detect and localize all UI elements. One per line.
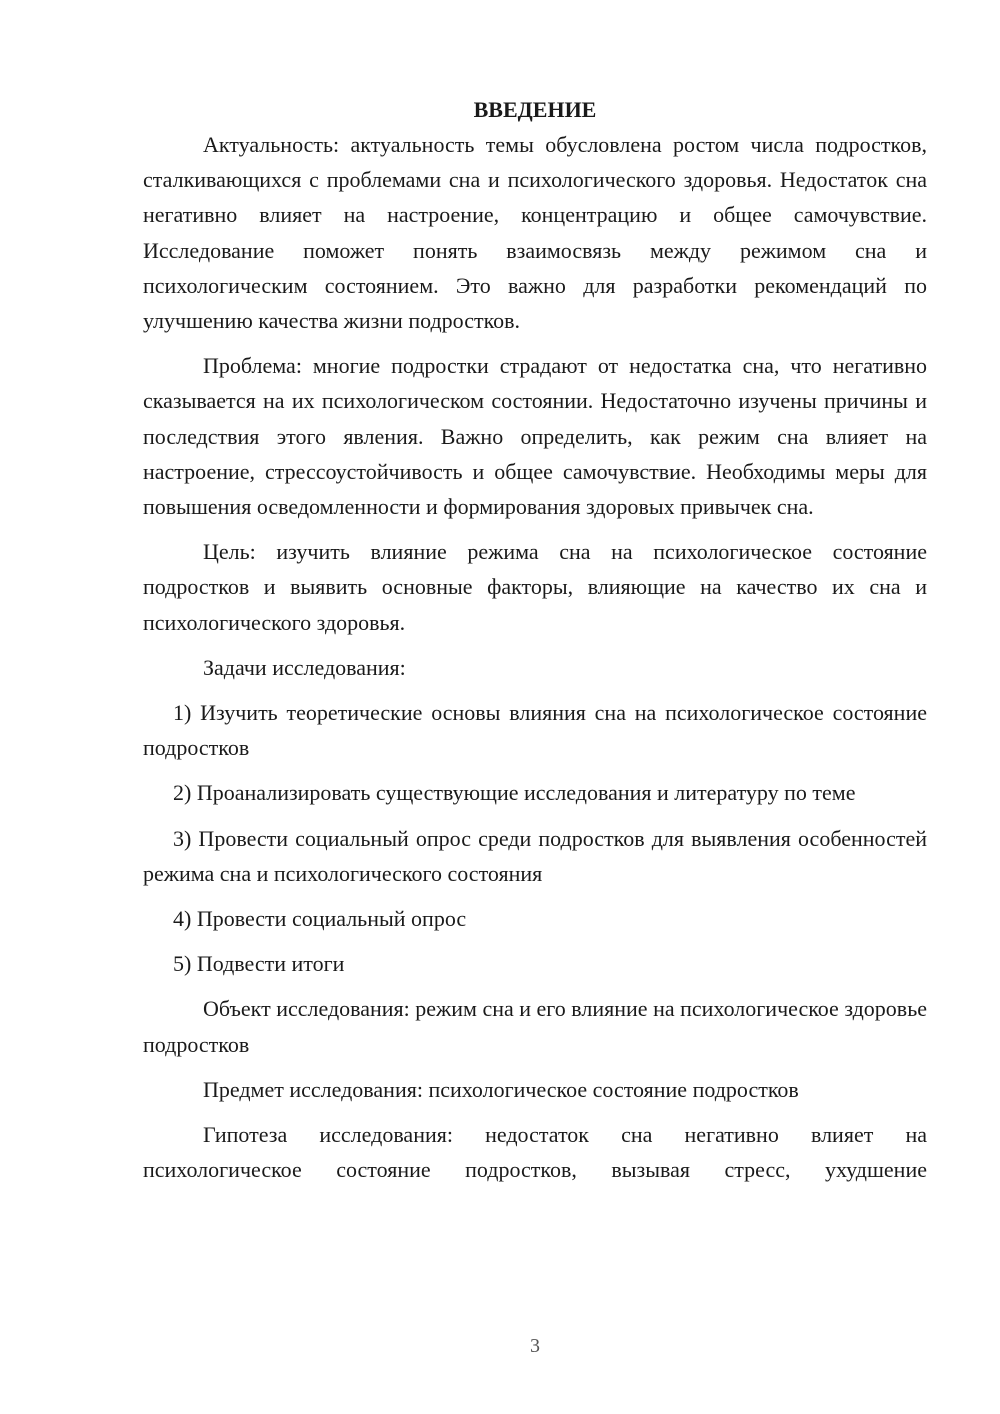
paragraph-tasks-title: Задачи исследования:	[203, 654, 406, 680]
section-heading: ВВЕДЕНИЕ	[473, 97, 597, 122]
paragraph-problem: Проблема: многие подростки страдают от недостатка сна, что негативно сказывается на их психологическом состоянии. Недостаточно изучены причины и последствия этого явления. Важно определить, как режим сна влияет на настроение, стрессоустойчивость и общее самочувствие. Необходимы меры для повышения осведомленности и формирования здоровых привычек сна.	[143, 353, 927, 520]
list-item-task-4: 4) Провести социальный опрос	[173, 906, 467, 932]
paragraph-subject: Предмет исследования: психологическое состояние подростков	[203, 1076, 799, 1102]
page-content	[143, 92, 927, 1187]
list-item-task-3: 3) Провести социальный опрос среди подростков для выявления особенностей режима сна и психологического состояния	[143, 825, 927, 886]
page-number: 3	[530, 1335, 540, 1357]
paragraph-object: Объект исследования: режим сна и его влияние на психологическое здоровье подростков	[143, 996, 927, 1057]
paragraph-hypothesis: Гипотеза исследования: недостаток сна негативно влияет на психологическое состояние подростков, вызывая стресс, ухудшение	[143, 1122, 927, 1183]
list-item-task-2: 2) Проанализировать существующие исследования и литературу по теме	[173, 780, 856, 806]
paragraph-goal: Цель: изучить влияние режима сна на психологическое состояние подростков и выявить основные факторы, влияющие на качество их сна и психологического здоровья.	[143, 539, 927, 635]
paragraph-relevance: Актуальность: актуальность темы обусловлена ростом числа подростков, сталкивающихся с проблемами сна и психологического здоровья. Недостаток сна негативно влияет на настроение, концентрацию и общее самочувствие. Исследование поможет понять взаимосвязь между режимом сна и психологическим состоянием. Это важно для разработки рекомендаций по улучшению качества жизни подростков.	[143, 132, 927, 334]
list-item-task-5: 5) Подвести итоги	[173, 951, 345, 977]
list-item-task-1: 1) Изучить теоретические основы влияния сна на психологическое состояние подростков	[143, 700, 927, 761]
